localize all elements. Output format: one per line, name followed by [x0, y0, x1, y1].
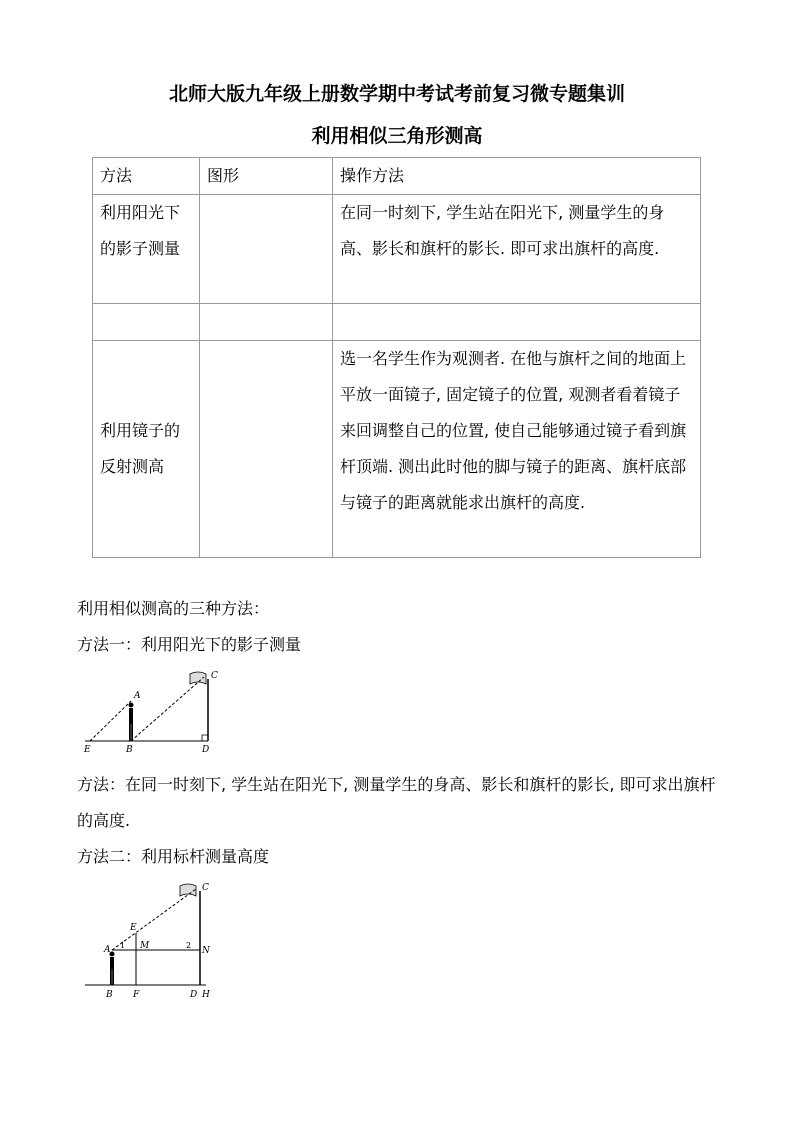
right-angle-mark	[202, 735, 208, 741]
label-b: B	[126, 745, 133, 755]
table-row	[93, 341, 701, 558]
header-figure: 图形	[200, 158, 333, 195]
cell-method	[93, 304, 200, 341]
label-n: N	[202, 946, 210, 956]
cell-figure	[200, 195, 333, 304]
cell-operation: 选一名学生作为观测者. 在他与旗杆之间的地面上平放一面镜子, 固定镜子的位置, 观测者看着镜子来回调整自己的位置, 使自己能够通过镜子看到旗杆顶端. 测出此时他的脚与镜子的距离、旗杆底部与镜子的距离就能求出旗杆的高度.	[333, 341, 701, 558]
method1-text: 方法：在同一时刻下, 学生站在阳光下, 测量学生的身高、影长和旗杆的影长, 即可求出旗杆的高度.	[77, 775, 716, 830]
label-h: H	[202, 990, 210, 1000]
label-m: M	[140, 941, 150, 951]
table-header-row	[93, 158, 701, 195]
label-c: C	[211, 671, 218, 681]
header-method: 方法	[93, 158, 200, 195]
label-d: D	[190, 990, 198, 1000]
page-subtitle: 利用相似三角形测高	[311, 125, 483, 147]
label-d: D	[202, 745, 210, 755]
label-a: A	[134, 691, 141, 701]
table-row	[93, 304, 701, 341]
label-a: A	[104, 945, 111, 955]
cell-method: 利用阳光下的影子测量	[93, 195, 200, 304]
cell-method: 利用镜子的反射测高	[93, 341, 200, 558]
page-title: 北师大版九年级上册数学期中考试考前复习微专题集训	[168, 83, 625, 105]
cell-operation: 在同一时刻下, 学生站在阳光下, 测量学生的身高、影长和旗杆的影长. 即可求出旗杆的高度.	[333, 195, 701, 304]
label-f: F	[133, 990, 140, 1000]
shadow-method-figure	[80, 665, 230, 757]
cell-operation	[333, 304, 701, 341]
person-icon	[110, 952, 115, 986]
methods-table	[92, 157, 701, 558]
method1-heading: 方法一：利用阳光下的影子测量	[77, 635, 302, 654]
header-operation: 操作方法	[333, 158, 701, 195]
method2-heading: 方法二：利用标杆测量高度	[77, 847, 270, 866]
label-e: E	[84, 745, 91, 755]
person-icon	[129, 703, 134, 742]
sun-ray-1	[90, 701, 131, 741]
sun-ray-2	[131, 677, 204, 741]
flag-icon	[180, 884, 196, 896]
pole-method-figure	[80, 877, 230, 1001]
label-c: C	[202, 883, 209, 893]
cell-figure	[200, 341, 333, 558]
cell-figure	[200, 304, 333, 341]
label-angle-1: 1	[120, 941, 126, 950]
label-angle-2: 2	[186, 941, 192, 950]
label-e: E	[130, 923, 137, 933]
intro-text: 利用相似测高的三种方法：	[77, 599, 270, 618]
table-row	[93, 195, 701, 304]
label-b: B	[106, 990, 113, 1000]
